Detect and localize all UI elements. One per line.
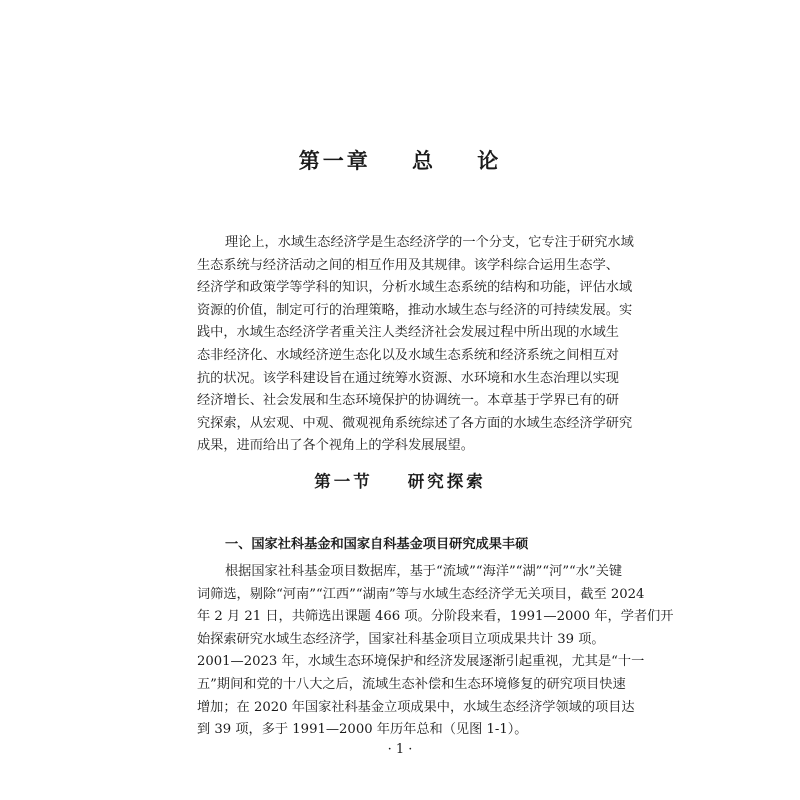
paragraph-line: 五”期间和党的十八大之后，流域生态补偿和生态环境修复的研究项目快速 [197, 676, 626, 692]
paragraph-line: 抗的状况。该学科建设旨在通过统筹水资源、水环境和水生态治理以实现 [197, 370, 619, 386]
paragraph-line: 增加；在 2020 年国家社科基金立项成果中，水域生态经济学领域的项目达 [197, 699, 635, 715]
paragraph-line: 根据国家社科基金项目数据库，基于“流域”“海洋”“湖”“河”“水”关键 [225, 564, 623, 579]
section-title: 第一节 研究探索 [314, 472, 486, 491]
paragraph-line: 年 2 月 21 日，共筛选出课题 466 项。分阶段来看，1991—2000 年，学者们开 [197, 609, 674, 625]
page-number: · 1 · [387, 742, 413, 757]
paragraph-line: 经济增长、社会发展和生态环境保护的协调统一。本章基于学界已有的研 [197, 393, 619, 409]
intro-paragraph [197, 232, 634, 458]
paragraph-line: 究探索，从宏观、中观、微观视角系统综述了各方面的水域生态经济学研究 [197, 415, 633, 431]
paragraph-line: 理论上，水域生态经济学是生态经济学的一个分支，它专注于研究水域 [225, 235, 634, 250]
paragraph-line: 词筛选，剔除“河南”“江西”“湖南”等与水域生态经济学无关项目，截至 2024 [197, 586, 645, 602]
paragraph-line: 2001—2023 年，水域生态环境保护和经济发展逐渐引起重视，尤其是“十一 [197, 654, 645, 670]
paragraph-line: 到 39 项，多于 1991—2000 年历年总和（见图 1-1）。 [197, 722, 528, 738]
paragraph-line: 资源的价值，制定可行的治理策略，推动水域生态与经济的可持续发展。实 [197, 302, 633, 318]
paragraph-line: 态非经济化、水域经济逆生态化以及水域生态系统和经济系统之间相互对 [197, 347, 619, 363]
paragraph-line: 践中，水域生态经济学者重关注人类经济社会发展过程中所出现的水域生 [197, 325, 619, 341]
subsection-title: 一、国家社科基金和国家自科基金项目研究成果丰硕 [225, 537, 529, 552]
body-paragraph [197, 561, 674, 742]
paragraph-line: 生态系统与经济活动之间的相互作用及其规律。该学科综合运用生态学、 [197, 257, 619, 273]
paragraph-line: 始探索研究水域生态经济学，国家社科基金项目立项成果共计 39 项。 [197, 631, 605, 647]
paragraph-line: 成果，进而给出了各个视角上的学科发展展望。 [197, 438, 474, 454]
paragraph-line: 经济学和政策学等学科的知识，分析水域生态系统的结构和功能，评估水域 [197, 280, 633, 296]
chapter-title: 第一章 总 论 [298, 149, 502, 173]
